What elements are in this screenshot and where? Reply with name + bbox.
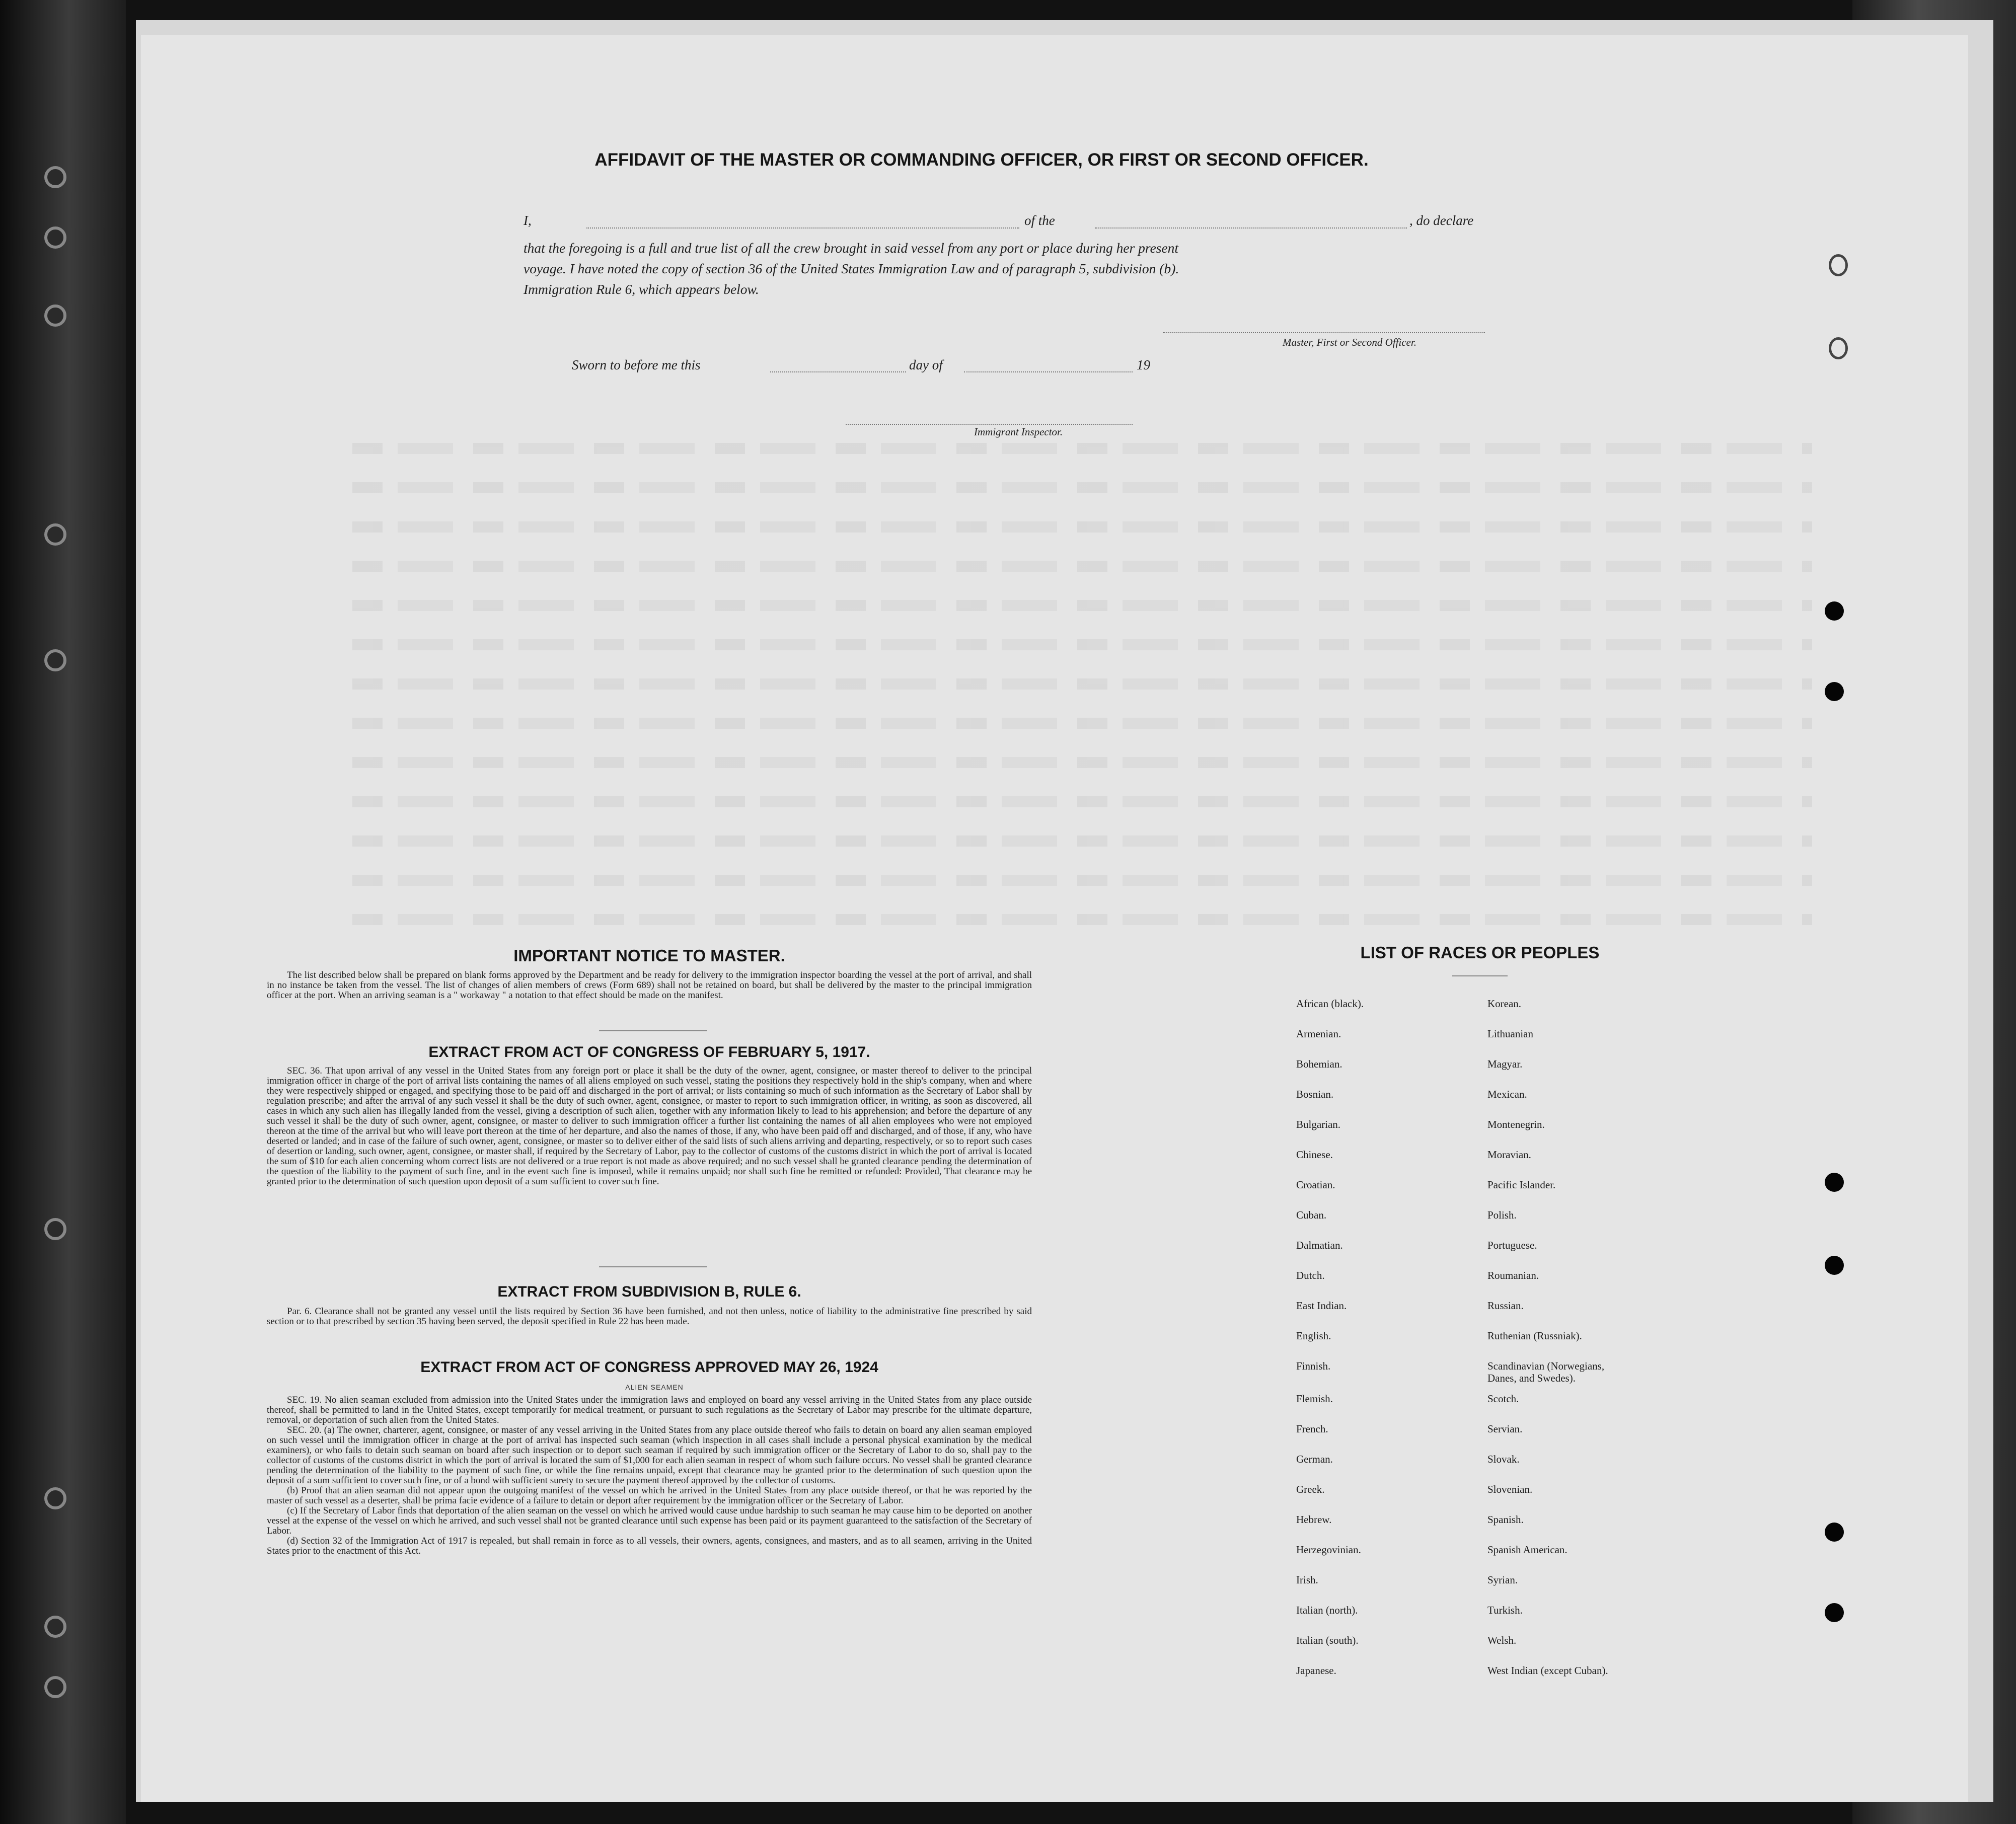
race-item: Italian (north). [1296, 1604, 1358, 1616]
extract-rule6-text: Par. 6. Clearance shall not be granted any vessel until the lists required by Section 36 have been furnished, and not then unless, notice of liability to the administrative fine prescribed by said section or to that prescribed by section 35 having been served, the deposit specified in Rule 22 has been made. [267, 1306, 1032, 1327]
race-item: Polish. [1487, 1209, 1517, 1221]
alien-seamen-subtitle: ALIEN SEAMEN [625, 1383, 684, 1391]
notice-title: IMPORTANT NOTICE TO MASTER. [513, 946, 785, 965]
race-item: Slovak. [1487, 1453, 1520, 1465]
race-item: Chinese. [1296, 1149, 1333, 1161]
punch-hole-icon [1825, 1173, 1844, 1192]
binder-hole-icon [44, 1616, 66, 1638]
race-item: Scotch. [1487, 1393, 1519, 1405]
sworn-month-line [964, 371, 1133, 372]
race-item: Cuban. [1296, 1209, 1327, 1221]
binder-hole-icon [44, 226, 66, 249]
race-item: Japanese. [1296, 1664, 1336, 1677]
name-blank-line [586, 227, 1019, 229]
race-item: Portuguese. [1487, 1239, 1537, 1251]
punch-hole-icon [1825, 1256, 1844, 1275]
race-item: African (black). [1296, 998, 1364, 1010]
race-item: Dutch. [1296, 1269, 1325, 1281]
inspector-label: Immigrant Inspector. [974, 426, 1063, 438]
bleed-through-row [352, 561, 1812, 572]
extract-1917-title: EXTRACT FROM ACT OF CONGRESS OF FEBRUARY 5, 1917. [428, 1044, 870, 1060]
day-of-label: day of [909, 357, 943, 372]
race-item: Welsh. [1487, 1634, 1517, 1646]
affidavit-do-declare-label: , do declare [1409, 213, 1474, 228]
race-item: Armenian. [1296, 1028, 1341, 1040]
race-item: Mexican. [1487, 1088, 1527, 1100]
binder-left-edge [0, 0, 126, 1824]
binder-hole-icon [44, 1487, 66, 1509]
bleed-through-row [352, 835, 1812, 847]
section-20d-text: (d) Section 32 of the Immigration Act of 1917 is repealed, but shall remain in force as to all vessels, their owners, agents, consignees, and masters, and as to all seamen, arriving in the United States prior to the enactment of this Act. [267, 1536, 1032, 1556]
section-20b-text: (b) Proof that an alien seaman did not appear upon the outgoing manifest of the vessel on which he arrived in the United States from any place outside thereof, or that he was reported by the master of such vessel as a deserter, shall be prima facie evidence of a failure to detain or deport after requirement by the immigration officer or the Secretary of Labor. [267, 1485, 1032, 1506]
section-separator [1452, 975, 1508, 976]
vessel-blank-line [1095, 227, 1407, 229]
race-item: Pacific Islander. [1487, 1179, 1556, 1191]
bleed-through-row [352, 443, 1812, 454]
bleed-through-row [352, 639, 1812, 650]
punch-hole-icon [1825, 1523, 1844, 1542]
master-signature-line [1163, 332, 1485, 333]
extract-1917-text: SEC. 36. That upon arrival of any vessel in the United States from any foreign port or place it shall be the duty of the owner, agent, consignee, or master thereof to deliver to the principal immigration officer in charge of the port of arrival lists containing the names of all aliens employed on such vessel, stating the positions they respectively hold in the ship's company, when and where they were respectively shipped or engaged, and specifying those to be paid off and discharged in the port of arrival; or lists containing so much of such information as the Secretary of Labor shall by regulation prescribe; and after the arrival of any such vessel it shall be the duty of such owner, agent, consignee, or master to report to such immigration officer, in writing, as soon as discovered, all cases in which any such alien has illegally landed from the vessel, giving a description of such alien, together with any information likely to lead to his apprehension; and before the departure of any such vessel it shall be the duty of such owner, agent, consignee, or master to deliver to such immigration officer a further list containing the names of all alien employees who were not employed thereon at the time of the arrival but who will leave port thereon at the time of her departure, and also the names of those, if any, who have been paid off and discharged, and of those, if any, who have deserted or landed; and in case of the failure of such owner, agent, consignee, or master so to deliver either of the said lists of such aliens arriving and departing, respectively, or so to report such cases of desertion or landing, such owner, agent, consignee, or master shall, if required by the Secretary of Labor, pay to the collector of customs of the customs district in which the port of arrival is located the sum of $10 for each alien concerning whom correct lists are not delivered or a true report is not made as above required; and no such vessel shall be granted clearance pending the determination of the question of the liability to the payment of such fine, and in the event such fine is imposed, while it remains unpaid; nor shall such fine be remitted or refunded: Provided, That clearance may be granted prior to the determination of such question upon deposit of a sum sufficient to cover such fine. [267, 1066, 1032, 1187]
race-item: Italian (south). [1296, 1634, 1359, 1646]
section-separator [599, 1030, 707, 1031]
punch-hole-icon [1829, 337, 1848, 359]
section-separator [599, 1266, 707, 1267]
race-item: Hebrew. [1296, 1513, 1332, 1526]
race-item: Spanish. [1487, 1513, 1524, 1526]
affidavit-of-the-label: of the [1024, 213, 1055, 228]
race-item: Magyar. [1487, 1058, 1523, 1070]
punch-hole-icon [1825, 601, 1844, 621]
affidavit-title: AFFIDAVIT OF THE MASTER OR COMMANDING OFFICER, OR FIRST OR SECOND OFFICER. [594, 150, 1369, 170]
punch-hole-icon [1825, 1603, 1844, 1622]
binder-hole-icon [44, 1218, 66, 1240]
race-item: Bosnian. [1296, 1088, 1334, 1100]
master-label: Master, First or Second Officer. [1283, 336, 1416, 348]
race-item: Scandinavian (Norwegians, Danes, and Swedes). [1487, 1360, 1605, 1384]
bleed-through-row [352, 914, 1812, 925]
binder-hole-icon [44, 649, 66, 671]
affidavit-body-line-2: voyage. I have noted the copy of section 36 of the United States Immigration Law and of paragraph 5, subdivision (b). [524, 261, 1179, 276]
inspector-signature-line [846, 424, 1133, 425]
race-item: Ruthenian (Russniak). [1487, 1330, 1582, 1342]
bleed-through-row [352, 875, 1812, 886]
race-item: East Indian. [1296, 1300, 1347, 1312]
year-label: 19 [1137, 357, 1150, 372]
race-item: Montenegrin. [1487, 1118, 1545, 1130]
extract-1924-title: EXTRACT FROM ACT OF CONGRESS APPROVED MAY 26, 1924 [420, 1359, 878, 1376]
race-item: Lithuanian [1487, 1028, 1533, 1040]
race-item: Croatian. [1296, 1179, 1335, 1191]
binder-hole-icon [44, 523, 66, 546]
sworn-label: Sworn to before me this [572, 357, 701, 372]
notice-text: The list described below shall be prepared on blank forms approved by the Department and be ready for delivery to the immigration inspector boarding the vessel at the port of arrival, and shall in no instance be taken from the vessel. The list of changes of alien members of crews (Form 689) shall not be retained on board, but shall be delivered by the master to the principal immigration officer at the port. When an arriving seaman is a " workaway " a notation to that effect should be made on the manifest. [267, 970, 1032, 1001]
race-item: Slovenian. [1487, 1483, 1533, 1495]
race-item: Dalmatian. [1296, 1239, 1343, 1251]
race-item: Herzegovinian. [1296, 1544, 1361, 1556]
race-item: West Indian (except Cuban). [1487, 1664, 1608, 1677]
affidavit-body-line-1: that the foregoing is a full and true list of all the crew brought in said vessel from any port or place during her present [524, 240, 1179, 256]
punch-hole-icon [1825, 682, 1844, 701]
bleed-through-row [352, 521, 1812, 533]
punch-hole-icon [1829, 254, 1848, 276]
section-19-text: SEC. 19. No alien seaman excluded from admission into the United States under the immigration laws and employed on board any vessel arriving in the United States from any place outside thereof, shall be permitted to land in the United States, except temporarily for medical treatment, or pursuant to such regulations as the Secretary of Labor may prescribe for the ultimate departure, removal, or deportation of such alien from the United States. [267, 1395, 1032, 1425]
section-20c-text: (c) If the Secretary of Labor finds that deportation of the alien seaman on the vessel on which he arrived would cause undue hardship to such seaman he may cause him to be deported on another vessel at the expense of the vessel on which he arrived, and such vessel shall not be granted clearance until such expense has been paid or its payment guaranteed to the satisfaction of the Secretary of Labor. [267, 1505, 1032, 1536]
race-item: French. [1296, 1423, 1328, 1435]
race-item: Syrian. [1487, 1574, 1518, 1586]
race-item: Moravian. [1487, 1149, 1531, 1161]
affidavit-i-label: I, [524, 213, 532, 228]
bleed-through-row [352, 482, 1812, 493]
race-item: Servian. [1487, 1423, 1523, 1435]
section-20a-text: SEC. 20. (a) The owner, charterer, agent, consignee, or master of any vessel arriving in the United States from any place outside thereof who fails to detain on board any alien seaman employed on such vessel until the immigration officer in charge at the port of arrival has inspected such seaman (which inspection in all cases shall include a personal physical examination by the medical examiners), or who fails to detain such seaman on board after such inspection or to deport such seaman if required by such immigration officer or the Secretary of Labor to do so, shall pay to the collector of customs of the customs district in which the port of arrival is located the sum of $1,000 for each alien seaman in respect of whom such failure occurs. No vessel shall be granted clearance pending the determination of the liability to the payment of such fine, or while the fine remains unpaid, except that clearance may be granted prior to the determination of such question upon the deposit of a sum sufficient to cover such fine, or of a bond with sufficient surety to secure the payment thereof approved by the collector of customs. [267, 1425, 1032, 1486]
extract-rule6-title: EXTRACT FROM SUBDIVISION B, RULE 6. [497, 1283, 801, 1300]
race-item: Korean. [1487, 998, 1522, 1010]
race-item: German. [1296, 1453, 1333, 1465]
bleed-through-row [352, 718, 1812, 729]
affidavit-body-line-3: Immigration Rule 6, which appears below. [524, 281, 759, 297]
bleed-through-row [352, 796, 1812, 807]
race-item: Russian. [1487, 1300, 1524, 1312]
race-item: Spanish American. [1487, 1544, 1567, 1556]
sworn-day-line [770, 371, 906, 372]
races-title: LIST OF RACES OR PEOPLES [1360, 943, 1600, 962]
race-item: Finnish. [1296, 1360, 1331, 1372]
race-item: Greek. [1296, 1483, 1325, 1495]
bleed-through-row [352, 757, 1812, 768]
race-item: Turkish. [1487, 1604, 1523, 1616]
race-item: English. [1296, 1330, 1331, 1342]
bleed-through-row [352, 600, 1812, 611]
race-item: Flemish. [1296, 1393, 1333, 1405]
race-item: Bohemian. [1296, 1058, 1342, 1070]
binder-hole-icon [44, 166, 66, 188]
binder-hole-icon [44, 305, 66, 327]
race-item: Roumanian. [1487, 1269, 1539, 1281]
binder-hole-icon [44, 1676, 66, 1698]
bleed-through-row [352, 678, 1812, 690]
race-item: Bulgarian. [1296, 1118, 1341, 1130]
race-item: Irish. [1296, 1574, 1318, 1586]
extract-1924-text [267, 1395, 1032, 1556]
